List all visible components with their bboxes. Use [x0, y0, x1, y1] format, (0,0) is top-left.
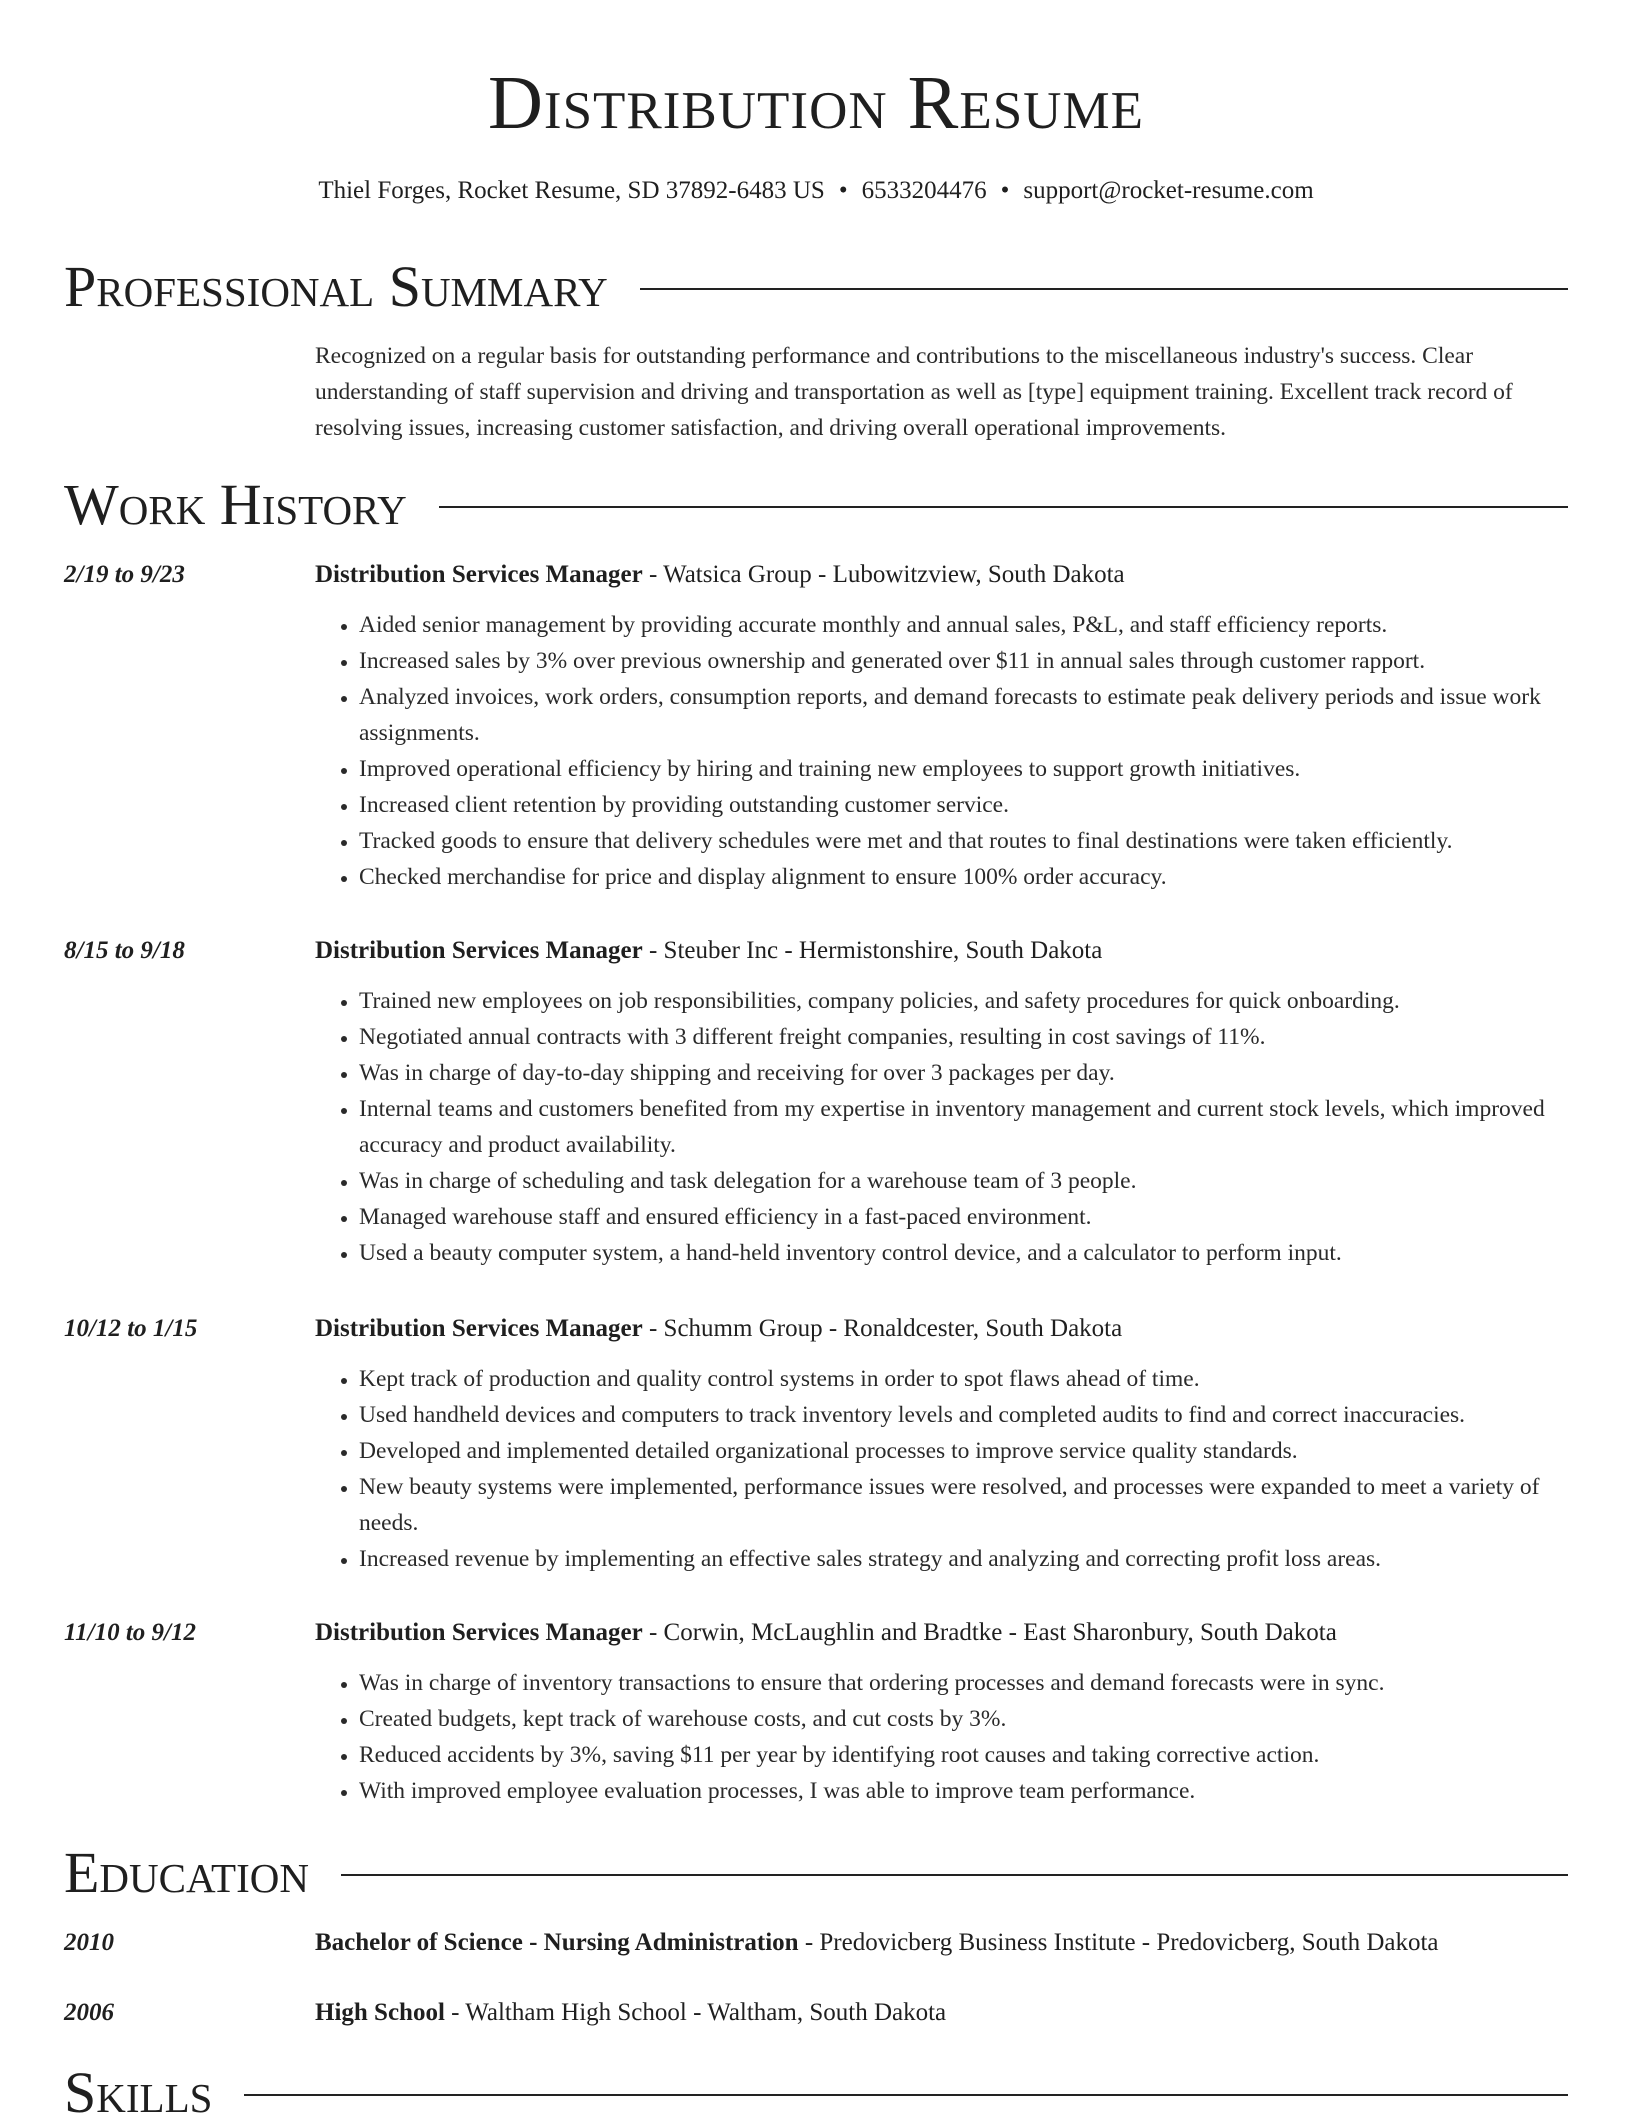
- list-item: • Was in charge of day-to-day shipping and receiving for over 3 packages per day.: [359, 1055, 1570, 1091]
- contact-phone: 6533204476: [861, 177, 987, 204]
- resume-title: Distribution Resume: [488, 61, 1144, 145]
- job-heading: [315, 1311, 1570, 1347]
- section-education: [64, 1838, 1568, 1908]
- job-title: Distribution Services Manager: [315, 937, 643, 964]
- list-item: • Increased sales by 3% over previous ownership and generated over $11 in annual sales through customer rapport.: [359, 643, 1570, 679]
- contact-separator: •: [838, 177, 848, 204]
- job-details: - Steuber Inc - Hermistonshire, South Dakota: [642, 937, 1103, 964]
- list-item: • New beauty systems were implemented, performance issues were resolved, and processes were expanded to meet a variety of needs.: [359, 1469, 1570, 1541]
- list-item: • Increased revenue by implementing an effective sales strategy and analyzing and correcting profit loss areas.: [359, 1541, 1570, 1577]
- education-date: 2010: [64, 1929, 114, 1956]
- education-entry: [64, 1995, 1570, 2031]
- section-heading: Skills: [64, 2060, 213, 2125]
- contact-separator: •: [1000, 177, 1010, 204]
- job-details: - Schumm Group - Ronaldcester, South Dakota: [642, 1315, 1123, 1342]
- list-item: • Checked merchandise for price and display alignment to ensure 100% order accuracy.: [359, 859, 1570, 895]
- list-item: • Aided senior management by providing accurate monthly and annual sales, P&L, and staff efficiency reports.: [359, 607, 1570, 643]
- list-item: • Managed warehouse staff and ensured efficiency in a fast-paced environment.: [359, 1199, 1570, 1235]
- section-heading: Professional Summary: [64, 254, 608, 319]
- job-entry: [64, 1615, 1570, 1809]
- list-item: • Used handheld devices and computers to track inventory levels and completed audits to find and correct inaccuracies.: [359, 1397, 1570, 1433]
- summary-text: Recognized on a regular basis for outstanding performance and contributions to the miscellaneous industry's success. Clear understanding of staff supervision and driving and transportation as well as [type] equipment training. Excellent track record of resolving issues, increasing customer satisfaction, and driving overall operational improvements.: [315, 343, 1513, 441]
- section-work-history: [64, 470, 1568, 540]
- section-divider: [439, 506, 1568, 508]
- job-bullets: [315, 607, 1570, 895]
- job-title: Distribution Services Manager: [315, 1619, 643, 1646]
- list-item: • Analyzed invoices, work orders, consumption reports, and demand forecasts to estimate peak delivery periods and issue work assignments.: [359, 679, 1570, 751]
- job-details: - Corwin, McLaughlin and Bradtke - East Sharonbury, South Dakota: [642, 1619, 1337, 1646]
- job-bullets: [315, 983, 1570, 1271]
- section-heading: Work History: [64, 472, 407, 537]
- job-heading: [315, 933, 1570, 969]
- education-degree: Bachelor of Science - Nursing Administration: [315, 1929, 799, 1956]
- job-entry: [64, 933, 1570, 1271]
- contact-address: Thiel Forges, Rocket Resume, SD 37892-6483 US: [318, 177, 825, 204]
- list-item: • Trained new employees on job responsibilities, company policies, and safety procedures for quick onboarding.: [359, 983, 1570, 1019]
- list-item: • Tracked goods to ensure that delivery schedules were met and that routes to final destinations were taken efficiently.: [359, 823, 1570, 859]
- education-details: - Waltham High School - Waltham, South Dakota: [444, 1999, 947, 2026]
- section-divider: [640, 288, 1568, 290]
- list-item: • Kept track of production and quality control systems in order to spot flaws ahead of time.: [359, 1361, 1570, 1397]
- section-professional-summary: [64, 252, 1568, 322]
- section-divider: [341, 1874, 1568, 1876]
- section-heading: Education: [64, 1840, 309, 1905]
- list-item: • Reduced accidents by 3%, saving $11 per year by identifying root causes and taking corrective action.: [359, 1737, 1570, 1773]
- list-item: • Increased client retention by providing outstanding customer service.: [359, 787, 1570, 823]
- job-date: 8/15 to 9/18: [64, 937, 185, 964]
- list-item: • Was in charge of inventory transactions to ensure that ordering processes and demand forecasts were in sync.: [359, 1665, 1570, 1701]
- list-item: • Used a beauty computer system, a hand-held inventory control device, and a calculator to perform input.: [359, 1235, 1570, 1271]
- job-heading: [315, 557, 1570, 593]
- job-bullets: [315, 1361, 1570, 1577]
- list-item: • With improved employee evaluation processes, I was able to improve team performance.: [359, 1773, 1570, 1809]
- education-date: 2006: [64, 1999, 114, 2026]
- list-item: • Internal teams and customers benefited from my expertise in inventory management and current stock levels, which improved accuracy and product availability.: [359, 1091, 1570, 1163]
- job-date: 10/12 to 1/15: [64, 1315, 198, 1342]
- section-divider: [244, 2094, 1568, 2096]
- education-details: - Predovicberg Business Institute - Predovicberg, South Dakota: [798, 1929, 1439, 1956]
- list-item: • Developed and implemented detailed organizational processes to improve service quality standards.: [359, 1433, 1570, 1469]
- job-details: - Watsica Group - Lubowitzview, South Dakota: [642, 561, 1125, 588]
- job-entry: [64, 557, 1570, 895]
- job-bullets: [315, 1665, 1570, 1809]
- list-item: • Improved operational efficiency by hiring and training new employees to support growth initiatives.: [359, 751, 1570, 787]
- list-item: • Negotiated annual contracts with 3 different freight companies, resulting in cost savings of 11%.: [359, 1019, 1570, 1055]
- job-heading: [315, 1615, 1570, 1651]
- job-title: Distribution Services Manager: [315, 561, 643, 588]
- job-date: 2/19 to 9/23: [64, 561, 185, 588]
- job-date: 11/10 to 9/12: [64, 1619, 196, 1646]
- contact-email[interactable]: support@rocket-resume.com: [1023, 177, 1314, 204]
- section-skills: [64, 2058, 1568, 2128]
- education-heading: [315, 1925, 1570, 1961]
- contact-line: [0, 174, 1632, 208]
- education-heading: [315, 1995, 1570, 2031]
- job-title: Distribution Services Manager: [315, 1315, 643, 1342]
- job-entry: [64, 1311, 1570, 1577]
- education-degree: High School: [315, 1999, 445, 2026]
- education-entry: [64, 1925, 1570, 1961]
- list-item: • Created budgets, kept track of warehouse costs, and cut costs by 3%.: [359, 1701, 1570, 1737]
- list-item: • Was in charge of scheduling and task delegation for a warehouse team of 3 people.: [359, 1163, 1570, 1199]
